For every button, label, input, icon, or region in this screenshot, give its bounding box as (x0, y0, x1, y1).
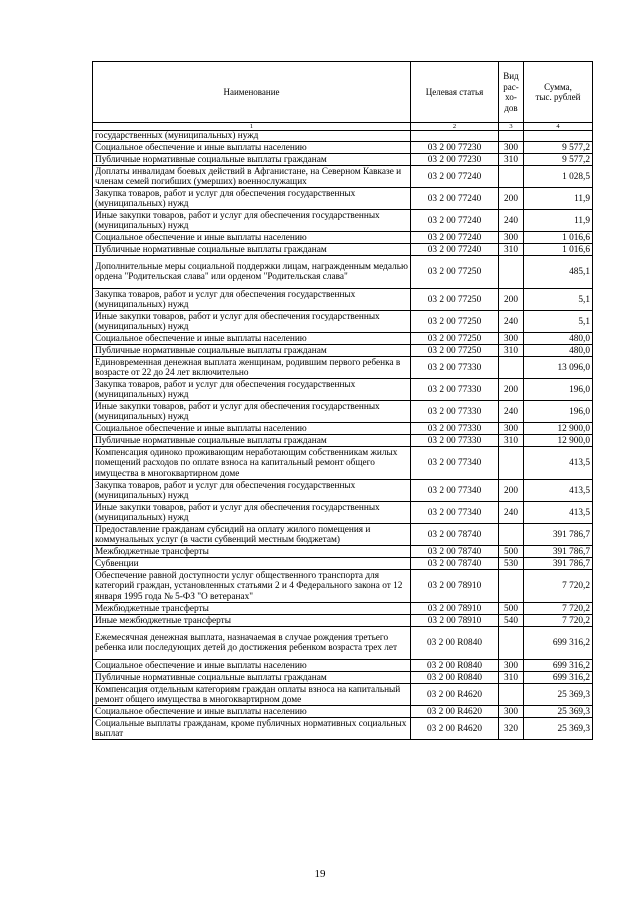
cell-name: Иные закупки товаров, работ и услуг для обеспечения государственных (муниципальных) нужд (93, 502, 411, 524)
cell-sum: 7 720,2 (524, 615, 593, 627)
table-row (93, 244, 593, 256)
cell-sum: 13 096,0 (524, 357, 593, 379)
table-row (93, 684, 593, 706)
cell-name: Социальное обеспечение и иные выплаты населению (93, 142, 411, 154)
cell-sum: 5,1 (524, 311, 593, 333)
cell-sum: 12 900,0 (524, 423, 593, 435)
cell-sum: 25 369,3 (524, 684, 593, 706)
cell-target-code: 03 2 00 78740 (411, 546, 499, 558)
cell-sum: 699 316,2 (524, 672, 593, 684)
cell-expense-type: 240 (499, 311, 524, 333)
cell-target-code: 03 2 00 77330 (411, 435, 499, 447)
cell-name: Закупка товаров, работ и услуг для обеспечения государственных (муниципальных) нужд (93, 379, 411, 401)
cell-name: Социальное обеспечение и иные выплаты населению (93, 706, 411, 718)
table-row (93, 289, 593, 311)
cell-expense-type: 300 (499, 706, 524, 718)
cell-sum: 5,1 (524, 289, 593, 311)
cell-name: Публичные нормативные социальные выплаты гражданам (93, 345, 411, 357)
cell-name: Иные закупки товаров, работ и услуг для обеспечения государственных (муниципальных) нужд (93, 210, 411, 232)
cell-sum: 485,1 (524, 256, 593, 289)
cell-name: Доплаты инвалидам боевых действий в Афганистане, на Северном Кавказе и членам семей погибших (умерших) военнослужащих (93, 166, 411, 188)
cell-target-code: 03 2 00 R0840 (411, 672, 499, 684)
cell-target-code: 03 2 00 77340 (411, 480, 499, 502)
cell-target-code: 03 2 00 77230 (411, 142, 499, 154)
table-row (93, 232, 593, 244)
table-row (93, 131, 593, 142)
table-row (93, 546, 593, 558)
cell-expense-type: 310 (499, 345, 524, 357)
cell-target-code: 03 2 00 77340 (411, 502, 499, 524)
cell-sum: 11,9 (524, 188, 593, 210)
cell-expense-type: 310 (499, 244, 524, 256)
cell-sum: 1 016,6 (524, 232, 593, 244)
table-row (93, 345, 593, 357)
cell-name: Дополнительные меры социальной поддержки лицам, награжденным медалью ордена "Родительская слава" или орденом "Родительская слава" (93, 256, 411, 289)
cell-sum: 25 369,3 (524, 718, 593, 740)
cell-sum: 11,9 (524, 210, 593, 232)
cell-target-code: 03 2 00 R4620 (411, 706, 499, 718)
cell-expense-type: 240 (499, 401, 524, 423)
cell-expense-type: 300 (499, 333, 524, 345)
cell-expense-type (499, 570, 524, 603)
cell-expense-type: 540 (499, 615, 524, 627)
cell-expense-type: 300 (499, 660, 524, 672)
cell-expense-type (499, 524, 524, 546)
cell-expense-type (499, 166, 524, 188)
table-row (93, 188, 593, 210)
cell-name: Социальное обеспечение и иные выплаты населению (93, 333, 411, 345)
cell-target-code: 03 2 00 78910 (411, 570, 499, 603)
cell-expense-type: 240 (499, 502, 524, 524)
cell-expense-type: 240 (499, 210, 524, 232)
table-row (93, 166, 593, 188)
cell-target-code: 03 2 00 77250 (411, 345, 499, 357)
page-number: 19 (314, 868, 326, 880)
cell-target-code: 03 2 00 77330 (411, 423, 499, 435)
cell-target-code: 03 2 00 78740 (411, 558, 499, 570)
table-row (93, 256, 593, 289)
cell-name: Межбюджетные трансферты (93, 546, 411, 558)
cell-expense-type: 320 (499, 718, 524, 740)
cell-target-code: 03 2 00 77330 (411, 357, 499, 379)
table-row (93, 524, 593, 546)
cell-name: Закупка товаров, работ и услуг для обеспечения государственных (муниципальных) нужд (93, 480, 411, 502)
cell-expense-type: 500 (499, 603, 524, 615)
header-sum-line: тыс. рублей (535, 92, 581, 102)
cell-sum: 196,0 (524, 401, 593, 423)
cell-expense-type (499, 447, 524, 480)
header-type-line: Вид (503, 71, 519, 81)
cell-name: Публичные нормативные социальные выплаты гражданам (93, 244, 411, 256)
cell-sum: 413,5 (524, 480, 593, 502)
cell-name: Иные закупки товаров, работ и услуг для обеспечения государственных (муниципальных) нужд (93, 311, 411, 333)
cell-name: Закупка товаров, работ и услуг для обеспечения государственных (муниципальных) нужд (93, 188, 411, 210)
cell-sum: 391 786,7 (524, 558, 593, 570)
cell-expense-type (499, 357, 524, 379)
table-row (93, 447, 593, 480)
cell-sum: 480,0 (524, 333, 593, 345)
header-sum-line: Сумма, (544, 81, 572, 92)
table-row (93, 311, 593, 333)
cell-target-code: 03 2 00 77340 (411, 447, 499, 480)
column-number: 4 (524, 123, 593, 131)
cell-target-code: 03 2 00 77240 (411, 210, 499, 232)
cell-expense-type: 530 (499, 558, 524, 570)
cell-sum: 196,0 (524, 379, 593, 401)
cell-sum: 12 900,0 (524, 435, 593, 447)
cell-expense-type (499, 627, 524, 660)
header-code: Целевая статья (411, 62, 499, 123)
cell-expense-type: 300 (499, 423, 524, 435)
cell-name: Публичные нормативные социальные выплаты гражданам (93, 672, 411, 684)
cell-name: Социальное обеспечение и иные выплаты населению (93, 232, 411, 244)
header-type-line: рас- (503, 81, 519, 92)
cell-name: Предоставление гражданам субсидий на оплату жилого помещения и коммунальных услуг (в части субвенций местным бюджетам) (93, 524, 411, 546)
cell-expense-type (499, 131, 524, 142)
table-row (93, 672, 593, 684)
table-row (93, 423, 593, 435)
cell-target-code: 03 2 00 R0840 (411, 660, 499, 672)
cell-target-code: 03 2 00 R4620 (411, 718, 499, 740)
cell-target-code: 03 2 00 R0840 (411, 627, 499, 660)
header-name: Наименование (93, 62, 411, 123)
cell-target-code: 03 2 00 77240 (411, 188, 499, 210)
cell-name: Межбюджетные трансферты (93, 603, 411, 615)
cell-name: Иные межбюджетные трансферты (93, 615, 411, 627)
cell-sum: 480,0 (524, 345, 593, 357)
cell-name: Публичные нормативные социальные выплаты гражданам (93, 435, 411, 447)
cell-name: Публичные нормативные социальные выплаты гражданам (93, 154, 411, 166)
cell-expense-type: 200 (499, 379, 524, 401)
cell-sum: 7 720,2 (524, 570, 593, 603)
header-type-line: хо- (505, 92, 517, 102)
table-row (93, 154, 593, 166)
cell-name: Иные закупки товаров, работ и услуг для обеспечения государственных (муниципальных) нужд (93, 401, 411, 423)
cell-expense-type: 300 (499, 232, 524, 244)
cell-sum: 1 016,6 (524, 244, 593, 256)
cell-target-code: 03 2 00 77230 (411, 154, 499, 166)
table-row (93, 480, 593, 502)
cell-target-code: 03 2 00 78740 (411, 524, 499, 546)
table-row (93, 379, 593, 401)
cell-target-code: 03 2 00 77240 (411, 232, 499, 244)
cell-sum: 391 786,7 (524, 524, 593, 546)
cell-name: государственных (муниципальных) нужд (93, 131, 411, 142)
cell-target-code: 03 2 00 77330 (411, 401, 499, 423)
table-body (93, 131, 593, 740)
table-row (93, 435, 593, 447)
header-row (93, 62, 593, 123)
cell-sum: 7 720,2 (524, 603, 593, 615)
cell-target-code: 03 2 00 77330 (411, 379, 499, 401)
cell-expense-type: 310 (499, 435, 524, 447)
table-row (93, 401, 593, 423)
cell-expense-type: 200 (499, 480, 524, 502)
cell-target-code (411, 131, 499, 142)
cell-name: Субвенции (93, 558, 411, 570)
cell-target-code: 03 2 00 78910 (411, 603, 499, 615)
table-row (93, 357, 593, 379)
cell-name: Ежемесячная денежная выплата, назначаемая в случае рождения третьего ребенка или последующих детей до достижения ребенком возраста трех лет (93, 627, 411, 660)
cell-expense-type (499, 256, 524, 289)
cell-name: Социальное обеспечение и иные выплаты населению (93, 423, 411, 435)
cell-sum: 699 316,2 (524, 627, 593, 660)
table-row (93, 615, 593, 627)
cell-name: Социальное обеспечение и иные выплаты населению (93, 660, 411, 672)
cell-expense-type: 500 (499, 546, 524, 558)
column-number: 3 (499, 123, 524, 131)
cell-expense-type (499, 684, 524, 706)
column-number: 1 (93, 123, 411, 131)
column-number: 2 (411, 123, 499, 131)
cell-name: Закупка товаров, работ и услуг для обеспечения государственных (муниципальных) нужд (93, 289, 411, 311)
cell-sum: 9 577,2 (524, 142, 593, 154)
cell-target-code: 03 2 00 77240 (411, 166, 499, 188)
cell-name: Единовременная денежная выплата женщинам, родившим первого ребенка в возрасте от 22 до 24 лет включительно (93, 357, 411, 379)
cell-expense-type: 300 (499, 142, 524, 154)
cell-target-code: 03 2 00 78910 (411, 615, 499, 627)
cell-target-code: 03 2 00 77250 (411, 311, 499, 333)
column-number-row (93, 123, 593, 131)
cell-target-code: 03 2 00 77240 (411, 244, 499, 256)
cell-target-code: 03 2 00 77250 (411, 256, 499, 289)
table-row (93, 502, 593, 524)
cell-sum: 699 316,2 (524, 660, 593, 672)
cell-sum: 1 028,5 (524, 166, 593, 188)
cell-name: Компенсация одиноко проживающим неработающим собственникам жилых помещений расходов по оплате взноса на капитальный ремонт общего имущества в многоквартирном доме (93, 447, 411, 480)
cell-target-code: 03 2 00 77250 (411, 333, 499, 345)
table-row (93, 627, 593, 660)
cell-name: Обеспечение равной доступности услуг общественного транспорта для категорий граждан, установленных статьями 2 и 4 Федерального закона от 12 января 1995 года № 5-ФЗ "О ветеранах" (93, 570, 411, 603)
cell-name: Компенсация отдельным категориям граждан оплаты взноса на капитальный ремонт общего имущества в многоквартирном доме (93, 684, 411, 706)
cell-expense-type: 200 (499, 289, 524, 311)
cell-sum: 25 369,3 (524, 706, 593, 718)
table-row (93, 603, 593, 615)
cell-sum (524, 131, 593, 142)
cell-sum: 9 577,2 (524, 154, 593, 166)
table-row (93, 558, 593, 570)
cell-sum: 391 786,7 (524, 546, 593, 558)
table-row (93, 706, 593, 718)
cell-sum: 413,5 (524, 447, 593, 480)
table-row (93, 660, 593, 672)
table-row (93, 210, 593, 232)
cell-expense-type: 200 (499, 188, 524, 210)
table-row (93, 570, 593, 603)
cell-name: Социальные выплаты гражданам, кроме публичных нормативных социальных выплат (93, 718, 411, 740)
cell-target-code: 03 2 00 R4620 (411, 684, 499, 706)
header-type (499, 62, 524, 123)
cell-expense-type: 310 (499, 154, 524, 166)
table-row (93, 718, 593, 740)
header-sum (524, 62, 593, 123)
table-row (93, 142, 593, 154)
header-type-line: дов (504, 102, 518, 113)
cell-target-code: 03 2 00 77250 (411, 289, 499, 311)
cell-expense-type: 310 (499, 672, 524, 684)
budget-table (92, 61, 593, 740)
table-row (93, 333, 593, 345)
cell-sum: 413,5 (524, 502, 593, 524)
